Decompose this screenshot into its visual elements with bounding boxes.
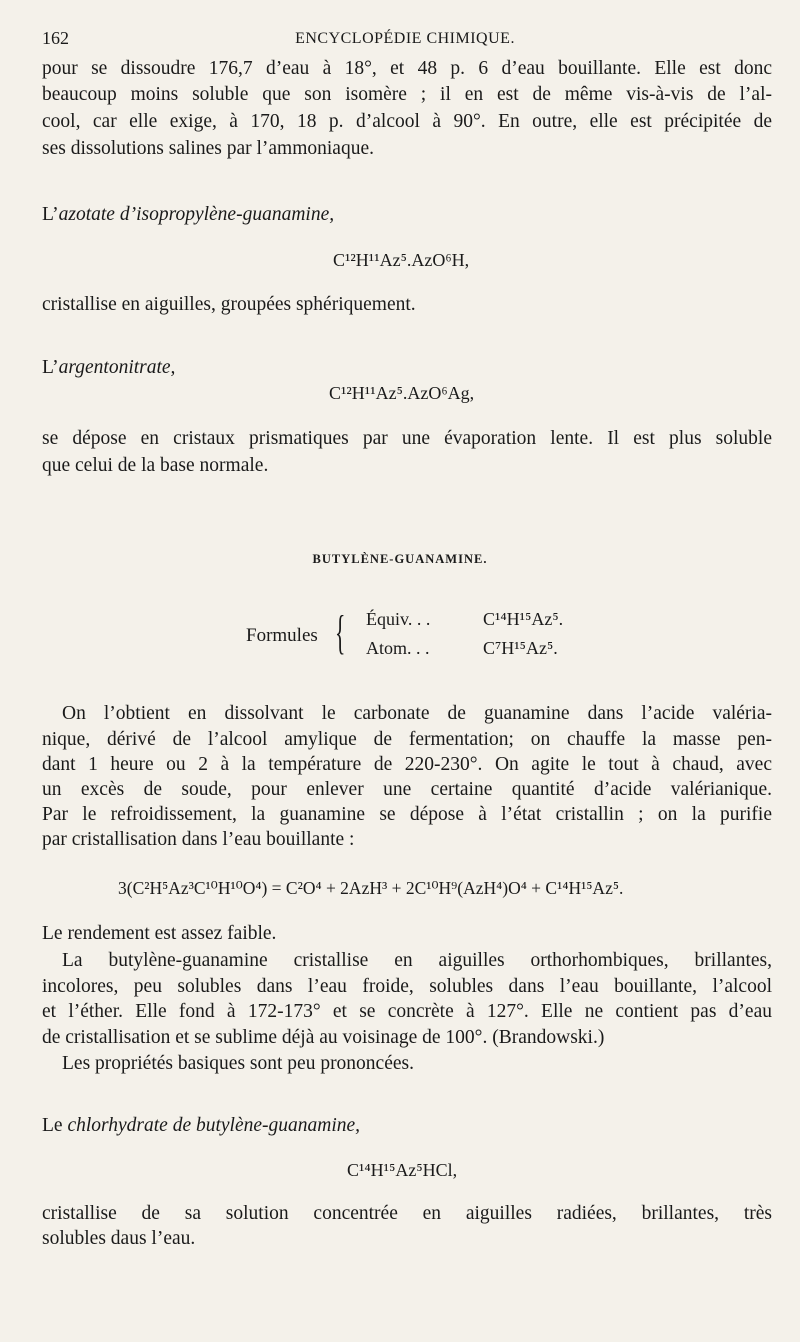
text-line: Le rendement est assez faible. bbox=[42, 923, 277, 944]
heading-name: argentonitrate, bbox=[58, 357, 176, 378]
text-line: incolores, peu solubles dans l’eau froide, solubles dans l’eau bouillante, l’alcool bbox=[42, 976, 772, 997]
text-line: nique, dérivé de l’alcool amylique de fermentation; on chauffe la masse pen- bbox=[42, 729, 772, 750]
compound-heading bbox=[42, 355, 772, 381]
chemical-formula: C¹²H¹¹Az⁵.AzO⁶H, bbox=[333, 250, 470, 270]
text-line: un excès de soude, pour enlever une certaine quantité d’acide valérianique. bbox=[42, 779, 772, 800]
page-number: 162 bbox=[42, 28, 69, 48]
chemical-formula: C¹⁴H¹⁵Az⁵HCl, bbox=[347, 1160, 458, 1180]
chemical-formula: C¹²H¹¹Az⁵.AzO⁶Ag, bbox=[329, 383, 475, 403]
atom-formula: C⁷H¹⁵Az⁵. bbox=[483, 638, 558, 658]
section-title: BUTYLÈNE-GUANAMINE. bbox=[312, 552, 488, 566]
text-line: ses dissolutions salines par l’ammoniaque. bbox=[42, 138, 374, 159]
text-line: Les propriétés basiques sont peu prononcées. bbox=[62, 1053, 414, 1074]
running-head: ENCYCLOPÉDIE CHIMIQUE. bbox=[295, 30, 515, 47]
text-line: beaucoup moins soluble que son isomère ; il en est de même vis-à-vis de l’al- bbox=[42, 84, 772, 105]
text-line: solubles daus l’eau. bbox=[42, 1228, 196, 1249]
page-header bbox=[40, 22, 770, 52]
text-line: se dépose en cristaux prismatiques par une évaporation lente. Il est plus soluble bbox=[42, 428, 772, 449]
text-line: cristallise en aiguilles, groupées sphériquement. bbox=[42, 294, 416, 315]
text-line: par cristallisation dans l’eau bouillante : bbox=[42, 829, 355, 850]
text-line: Par le refroidissement, la guanamine se dépose à l’état cristallin ; on la purifie bbox=[42, 804, 772, 825]
formules-label: Formules bbox=[246, 625, 318, 646]
text-line: dant 1 heure ou 2 à la température de 220-230°. On agite le tout à chaud, avec bbox=[42, 754, 772, 775]
heading-name: chlorhydrate de butylène-guanamine, bbox=[67, 1115, 361, 1136]
text-line: cristallise de sa solution concentrée en aiguilles radiées, brillantes, très bbox=[42, 1203, 772, 1224]
equiv-formula: C¹⁴H¹⁵Az⁵. bbox=[483, 609, 564, 629]
heading-article: L’ bbox=[42, 204, 59, 225]
text-line: pour se dissoudre 176,7 d’eau à 18°, et 48 p. 6 d’eau bouillante. Elle est donc bbox=[42, 58, 772, 79]
text-line: La butylène-guanamine cristallise en aiguilles orthorhombiques, brillantes, bbox=[62, 950, 772, 971]
heading-name: azotate d’isopropylène-guanamine, bbox=[58, 204, 335, 225]
equiv-label: Équiv. . . bbox=[366, 609, 431, 629]
text-line: et l’éther. Elle fond à 172-173° et se concrète à 127°. Elle ne contient pas d’eau bbox=[42, 1001, 772, 1022]
compound-heading bbox=[42, 202, 772, 228]
brace-icon: { bbox=[335, 606, 346, 659]
compound-heading bbox=[42, 1113, 772, 1139]
text-line: que celui de la base normale. bbox=[42, 455, 269, 476]
text-line: On l’obtient en dissolvant le carbonate de guanamine dans l’acide valéria- bbox=[62, 703, 772, 724]
reaction-equation: 3(C²H⁵Az³C¹⁰H¹⁰O⁴) = C²O⁴ + 2AzH³ + 2C¹⁰H⁹(AzH⁴)O⁴ + C¹⁴H¹⁵Az⁵. bbox=[118, 878, 624, 898]
text-line: cool, car elle exige, à 170, 18 p. d’alcool à 90°. En outre, elle est précipitée de bbox=[42, 111, 772, 132]
heading-article: L’ bbox=[42, 357, 59, 378]
atom-label: Atom. . . bbox=[366, 638, 430, 658]
heading-article: Le bbox=[42, 1115, 68, 1136]
text-line: de cristallisation et se sublime déjà au voisinage de 100°. (Brandowski.) bbox=[42, 1027, 605, 1048]
